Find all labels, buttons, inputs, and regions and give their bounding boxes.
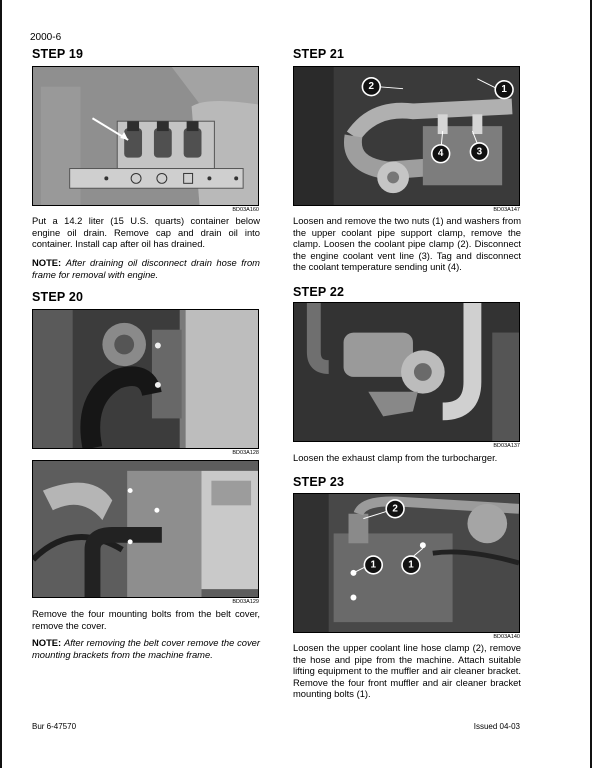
step-23-title: STEP 23 [293,475,345,489]
step-21-photo-code: BD03A147 [493,207,520,213]
belt-cover-removed-illustration [33,461,258,597]
step-23-photo [293,493,520,633]
step-21-title: STEP 21 [293,47,345,61]
step-21-text: Loosen and remove the two nuts (1) and washers from the upper coolant pipe support clamp, remove the clamp. Loosen the coolant pipe clamp (2). Disconnect the engine coolant vent line (3). Tag and disconnect the coolant temperature sending unit (4). [293,215,521,273]
callout-4-label: 4 [437,148,444,160]
step-20-text: Remove the four mounting bolts from the belt cover, remove the cover. [32,608,260,631]
callout-2-label: 2 [368,81,375,93]
step-23-photo-code: BD03A140 [493,634,520,640]
step-23-callouts [294,494,519,632]
step-22-text: Loosen the exhaust clamp from the turbocharger. [293,452,498,463]
drain-panel-illustration [33,67,258,205]
footer-issue-date: Issued 04-03 [473,722,520,731]
callout-1-label: 1 [501,84,507,96]
step-23-text: Loosen the upper coolant line hose clamp (2), remove the hose and pipe from the machine. Attach suitable lifting equipment to the muffler and air cleaner bracket. Remove the four front muffler and air cleaner bracket mounting bolts (1). [293,642,521,700]
step-19-note [32,257,260,280]
step-20-photo-a-code: BD03A128 [232,450,259,456]
step-20-photo-b [32,460,259,598]
step-22-title: STEP 22 [293,285,345,299]
page-number: 2000-6 [30,32,62,43]
step-19-photo [32,66,259,206]
step-21-photo [293,66,520,206]
callout-3-label: 3 [476,146,483,158]
footer-document-id: Bur 6-47570 [32,722,77,731]
callout-2-label: 2 [392,503,398,515]
callout-1a-label: 1 [370,559,377,571]
step-19-note-label: NOTE: [32,257,62,268]
belt-cover-illustration [33,310,258,448]
step-19-text: Put a 14.2 liter (15 U.S. quarts) container below engine oil drain. Remove cap and drain oil into container. Install cap after oil has drained. [32,215,260,250]
step-19-title: STEP 19 [32,47,84,61]
step-19-photo-code: BD03A160 [232,207,259,213]
step-22-photo-code: BD03A137 [493,443,520,449]
step-20-note [32,637,260,660]
step-19-note-text: After draining oil disconnect drain hose from frame for removal with engine. [32,257,260,280]
step-22-photo [293,302,520,442]
step-20-note-text: After removing the belt cover remove the cover mounting brackets from the machine frame. [32,637,260,660]
callout-1b-label: 1 [408,559,414,571]
step-20-note-label: NOTE: [32,637,62,648]
step-21-callouts [294,67,519,205]
step-20-photo-b-code: BD03A129 [232,599,259,605]
step-20-title: STEP 20 [32,290,84,304]
step-20-photo-a [32,309,259,449]
turbocharger-illustration [294,303,519,441]
